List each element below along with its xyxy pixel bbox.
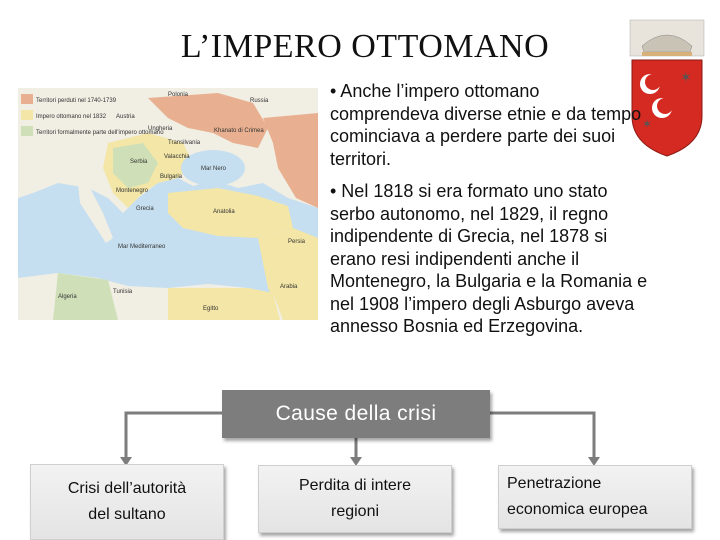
- map-label-egitto: Egitto: [203, 306, 219, 312]
- map-label-anatolia: Anatolia: [213, 209, 235, 215]
- map-label-austria: Austria: [116, 114, 135, 120]
- cause-root-box: Cause della crisi: [222, 390, 490, 438]
- bullet-item: • Anche l’impero ottomano comprendeva diverse etnie e da tempo cominciava a perdere parte dei suoi territori.: [330, 81, 642, 169]
- map-label-tunisia: Tunisia: [113, 289, 133, 295]
- cause-line: del sultano: [88, 506, 166, 523]
- legend-label-ottoman: Impero ottomano nel 1832: [36, 114, 107, 120]
- map-label-crimea: Khanato di Crimea: [214, 128, 264, 134]
- star-icon: ✶: [680, 70, 692, 86]
- map-label-transilvania: Transilvania: [168, 140, 201, 146]
- legend-label-formal: Territori formalmente parte dell'impero ottomano: [36, 130, 164, 136]
- cause-line: Penetrazione: [507, 475, 602, 492]
- map-label-bulgaria: Bulgaria: [160, 174, 183, 180]
- star-icon: ✶: [642, 117, 653, 131]
- map-label-mar-nero: Mar Nero: [201, 166, 227, 172]
- map-label-persia: Persia: [288, 239, 306, 245]
- map-label-mar-mediterraneo: Mar Mediterraneo: [118, 244, 166, 250]
- cause-line: regioni: [330, 503, 380, 520]
- map-label-algeria: Algeria: [58, 294, 77, 300]
- map-label-grecia: Grecia: [136, 206, 154, 212]
- legend-label-lost: Territori perduti nel 1740-1739: [36, 98, 117, 104]
- cause-line: economica europea: [507, 501, 648, 518]
- map-label-polonia: Polonia: [168, 92, 189, 98]
- cause-line: Perdita di intere: [298, 477, 412, 494]
- cause-box-authority: [30, 464, 224, 540]
- map-label-russia: Russia: [250, 98, 269, 104]
- map-label-montenegro: Montenegro: [116, 188, 149, 194]
- map-label-serbia: Serbia: [130, 159, 148, 165]
- slide-title: L’IMPERO OTTOMANO: [180, 28, 550, 65]
- cause-box-economy: [498, 465, 692, 529]
- cause-box-regions: [258, 465, 452, 533]
- cause-line: Crisi dell’autorità: [67, 480, 187, 497]
- map-label-arabia: Arabia: [280, 284, 298, 290]
- bullet-item: • Nel 1818 si era formato uno stato serbo autonomo, nel 1829, il regno indipendente di Grecia, nel 1878 si erano resi indipendenti anche il Montenegro, la Bulgaria e la Romania e nel 1908 l’impero degli Asburgo aveva annesso Bosnia ed Erzegovina.: [330, 181, 648, 336]
- map-label-ungheria: Ungheria: [148, 126, 173, 132]
- map-label-valacchia: Valacchia: [164, 154, 190, 160]
